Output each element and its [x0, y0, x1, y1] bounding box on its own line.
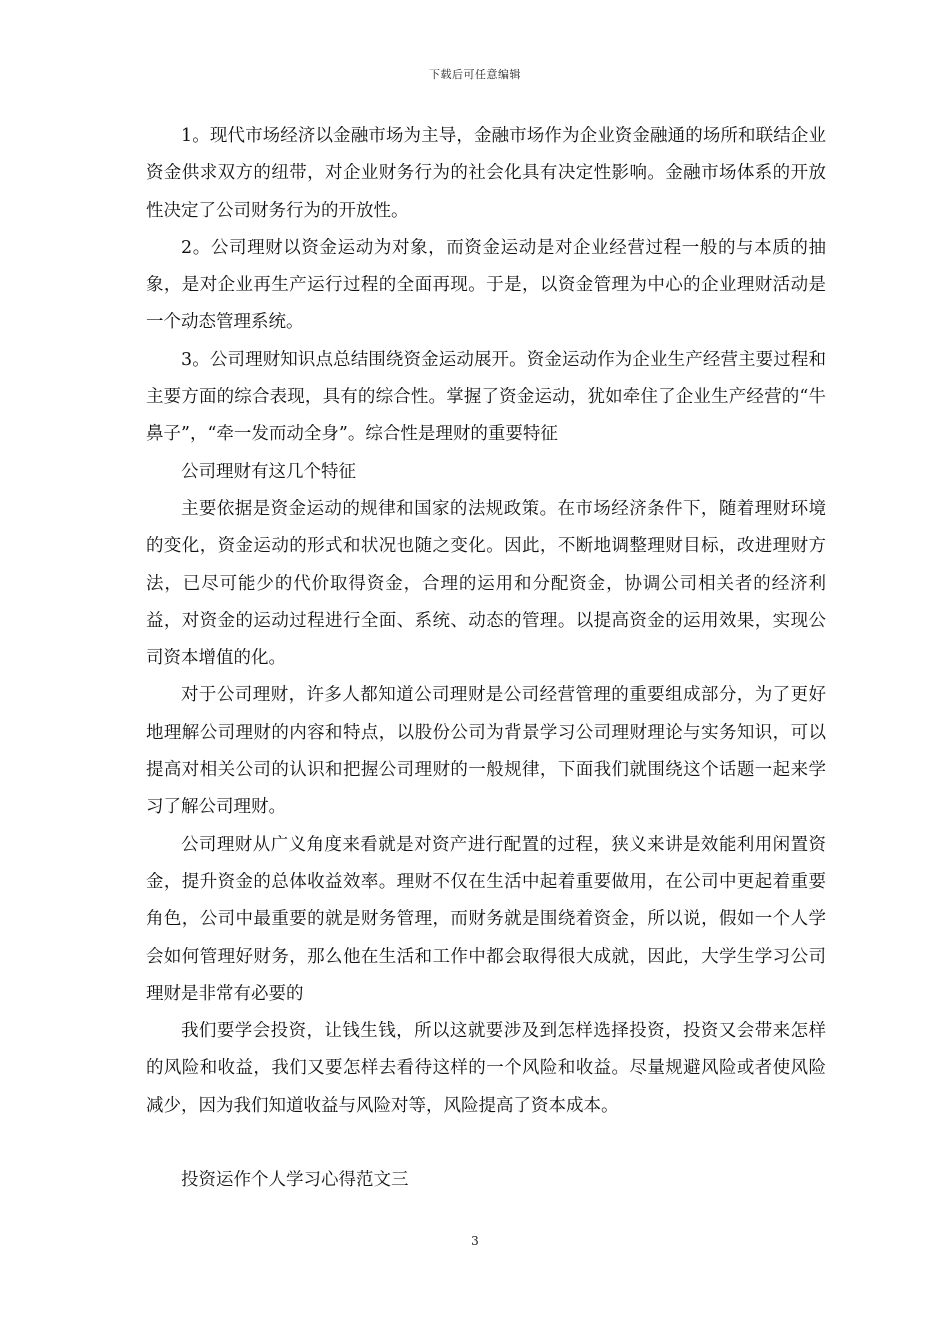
page-number: 3 [471, 1234, 479, 1248]
section-heading: 投资运作个人学习心得范文三 [181, 1170, 409, 1191]
paragraph-6: 对于公司理财，许多人都知道公司理财是公司经营管理的重要组成部分，为了更好地理解公司理财的内容和特点，以股份公司为背景学习公司理财理论与实务知识，可以提高对相关公司的认识和把握公司理财的一般规律，下面我们就围绕这个话题一起来学习了解公司理财。 [146, 685, 826, 818]
document-body [146, 118, 826, 1199]
page-header: 下载后可任意编辑 [429, 68, 521, 81]
paragraph-4: 公司理财有这几个特征 [181, 461, 356, 482]
paragraph-5: 主要依据是资金运动的规律和国家的法规政策。在市场经济条件下，随着理财环境的变化，资金运动的形式和状况也随之变化。因此，不断地调整理财目标，改进理财方法，已尽可能少的代价取得资金，合理的运用和分配资金，协调公司相关者的经济利益，对资金的运动过程进行全面、系统、动态的管理。以提高资金的运用效果，实现公司资本增值的化。 [146, 498, 826, 669]
paragraph-8: 我们要学会投资，让钱生钱，所以这就要涉及到怎样选择投资，投资又会带来怎样的风险和收益，我们又要怎样去看待这样的一个风险和收益。尽量规避风险或者使风险减少，因为我们知道收益与风险对等，风险提高了资本成本。 [146, 1021, 826, 1116]
paragraph-3: 3。公司理财知识点总结围绕资金运动展开。资金运动作为企业生产经营主要过程和主要方面的综合表现，具有的综合性。掌握了资金运动，犹如牵住了企业生产经营的“牛鼻子”，“牵一发而动全身”。综合性是理财的重要特征 [146, 349, 826, 445]
paragraph-2: 2。公司理财以资金运动为对象，而资金运动是对企业经营过程一般的与本质的抽象，是对企业再生产运行过程的全面再现。于是，以资金管理为中心的企业理财活动是一个动态管理系统。 [146, 237, 826, 333]
paragraph-7: 公司理财从广义角度来看就是对资产进行配置的过程，狭义来讲是效能利用闲置资金，提升资金的总体收益效率。理财不仅在生活中起着重要做用，在公司中更起着重要角色，公司中最重要的就是财务管理，而财务就是围绕着资金，所以说，假如一个人学会如何管理好财务，那么他在生活和工作中都会取得很大成就，因此，大学生学习公司理财是非常有必要的 [146, 834, 826, 1004]
paragraph-1: 1。现代市场经济以金融市场为主导，金融市场作为企业资金融通的场所和联结企业资金供求双方的纽带，对企业财务行为的社会化具有决定性影响。金融市场体系的开放性决定了公司财务行为的开放性。 [146, 126, 826, 221]
